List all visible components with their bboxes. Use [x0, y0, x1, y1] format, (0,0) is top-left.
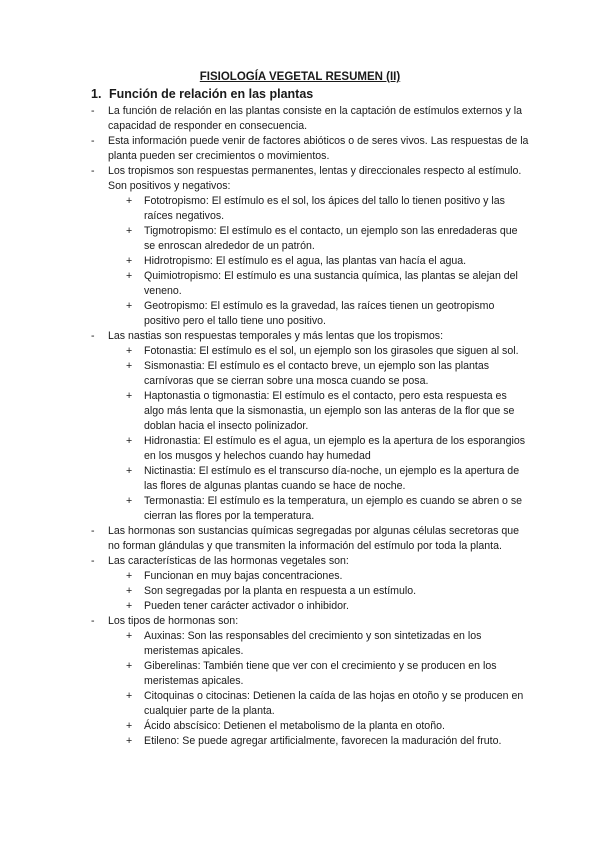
sub-list-item — [0, 359, 600, 389]
dash-bullet: - — [91, 105, 95, 117]
sub-list-item — [0, 584, 600, 599]
sub-list-item-text: Hidronastia: El estímulo es el agua, un ejemplo es la apertura de los esporangios en los musgos y helechos cuando hay humedad — [144, 435, 526, 462]
plus-bullet: + — [126, 495, 133, 507]
plus-bullet: + — [126, 225, 133, 237]
plus-bullet: + — [126, 735, 133, 747]
sub-list-item — [0, 719, 600, 734]
sub-list-item — [0, 494, 600, 524]
list-item — [0, 104, 600, 134]
list-item — [0, 614, 600, 629]
list-item-text: Las nastias son respuestas temporales y más lentas que los tropismos: — [108, 330, 444, 342]
sub-list-item-text: Son segregadas por la planta en respuesta a un estímulo. — [144, 585, 417, 597]
sub-list-item-text: Etileno: Se puede agregar artificialmente, favorecen la maduración del fruto. — [144, 735, 502, 747]
list-item-text: La función de relación en las plantas consiste en la captación de estímulos externos y la capacidad de responder en consecuencia. — [108, 105, 522, 132]
plus-bullet: + — [126, 585, 133, 597]
plus-bullet: + — [126, 390, 133, 402]
sub-list-item — [0, 254, 600, 269]
plus-bullet: + — [126, 195, 133, 207]
sub-list-item — [0, 269, 600, 299]
section-title: Función de relación en las plantas — [109, 87, 314, 101]
document-body — [0, 104, 600, 749]
sub-list-item-text: Citoquinas o citocinas: Detienen la caída de las hojas en otoño y se producen en cualquier parte de la planta. — [144, 690, 524, 717]
page-title: FISIOLOGÍA VEGETAL RESUMEN (II) — [199, 71, 401, 83]
sub-list-item-text: Quimiotropismo: El estímulo es una sustancia química, las plantas se alejan del veneno. — [144, 270, 518, 297]
sub-list-item — [0, 629, 600, 659]
plus-bullet: + — [126, 435, 133, 447]
dash-bullet: - — [91, 555, 95, 567]
list-item — [0, 164, 600, 194]
plus-bullet: + — [126, 270, 133, 282]
sub-list-item-text: Haptonastia o tigmonastia: El estímulo es el contacto, pero esta respuesta es algo más lenta que la sismonastia, un ejemplo son las anteras de la flor que se doblan hacia el insecto polinizador. — [144, 390, 515, 432]
plus-bullet: + — [126, 360, 133, 372]
dash-bullet: - — [91, 330, 95, 342]
list-item-text: Esta información puede venir de factores abióticos o de seres vivos. Las respuestas de la planta pueden ser crecimientos o movimientos. — [108, 135, 529, 162]
list-item-text: Los tropismos son respuestas permanentes, lentas y direccionales respecto al estímulo. Son positivos y negativos: — [108, 165, 522, 192]
section-number: 1. — [91, 87, 102, 101]
sub-list-item-text: Funcionan en muy bajas concentraciones. — [144, 570, 343, 582]
sub-list-item-text: Ácido abscísico: Detienen el metabolismo de la planta en otoño. — [144, 720, 445, 732]
plus-bullet: + — [126, 345, 133, 357]
plus-bullet: + — [126, 300, 133, 312]
sub-list-item — [0, 464, 600, 494]
sub-list-item — [0, 689, 600, 719]
plus-bullet: + — [126, 255, 133, 267]
list-item-text: Los tipos de hormonas son: — [108, 615, 239, 627]
sub-list-item-text: Tigmotropismo: El estímulo es el contacto, un ejemplo son las enredaderas que se enroscan alrededor de un patrón. — [144, 225, 518, 252]
sub-list-item-text: Sismonastia: El estímulo es el contacto breve, un ejemplo son las plantas carnívoras que se cierran sobre una mosca cuando se posa. — [144, 360, 490, 387]
dash-bullet: - — [91, 615, 95, 627]
sub-list-item — [0, 569, 600, 584]
list-item-text: Las características de las hormonas vegetales son: — [108, 555, 349, 567]
sub-list-item — [0, 299, 600, 329]
sub-list-item — [0, 599, 600, 614]
plus-bullet: + — [126, 465, 133, 477]
plus-bullet: + — [126, 720, 133, 732]
plus-bullet: + — [126, 630, 133, 642]
sub-list-item-text: Pueden tener carácter activador o inhibidor. — [144, 600, 349, 612]
sub-list-item — [0, 194, 600, 224]
sub-list-item-text: Fototropismo: El estímulo es el sol, los ápices del tallo lo tienen positivo y las raíces negativos. — [144, 195, 505, 222]
sub-list-item — [0, 659, 600, 689]
section-heading — [91, 87, 313, 102]
plus-bullet: + — [126, 660, 133, 672]
sub-list-item — [0, 344, 600, 359]
list-item-text: Las hormonas son sustancias químicas segregadas por algunas células secretoras que no forman glándulas y que transmiten la información del estímulo por toda la planta. — [108, 525, 520, 552]
list-item — [0, 329, 600, 344]
plus-bullet: + — [126, 600, 133, 612]
list-item — [0, 524, 600, 554]
sub-list-item-text: Hidrotropismo: El estímulo es el agua, las plantas van hacía el agua. — [144, 255, 467, 267]
dash-bullet: - — [91, 525, 95, 537]
dash-bullet: - — [91, 135, 95, 147]
plus-bullet: + — [126, 690, 133, 702]
sub-list-item — [0, 734, 600, 749]
list-item — [0, 134, 600, 164]
sub-list-item-text: Auxinas: Son las responsables del crecimiento y son sintetizadas en los meristemas apicales. — [144, 630, 482, 657]
sub-list-item-text: Geotropismo: El estímulo es la gravedad, las raíces tienen un geotropismo positivo pero el tallo tiene uno positivo. — [144, 300, 495, 327]
sub-list-item-text: Fotonastia: El estímulo es el sol, un ejemplo son los girasoles que siguen al sol. — [144, 345, 519, 357]
sub-list-item-text: Nictinastia: El estímulo es el transcurso día-noche, un ejemplo es la apertura de las flores de algunas plantas cuando se hace de noche. — [144, 465, 520, 492]
list-item — [0, 554, 600, 569]
sub-list-item-text: Giberelinas: También tiene que ver con el crecimiento y se producen en los meristemas apicales. — [144, 660, 497, 687]
plus-bullet: + — [126, 570, 133, 582]
sub-list-item — [0, 389, 600, 434]
sub-list-item — [0, 224, 600, 254]
sub-list-item-text: Termonastia: El estímulo es la temperatura, un ejemplo es cuando se abren o se cierran las flores por la temperatura. — [144, 495, 523, 522]
dash-bullet: - — [91, 165, 95, 177]
sub-list-item — [0, 434, 600, 464]
